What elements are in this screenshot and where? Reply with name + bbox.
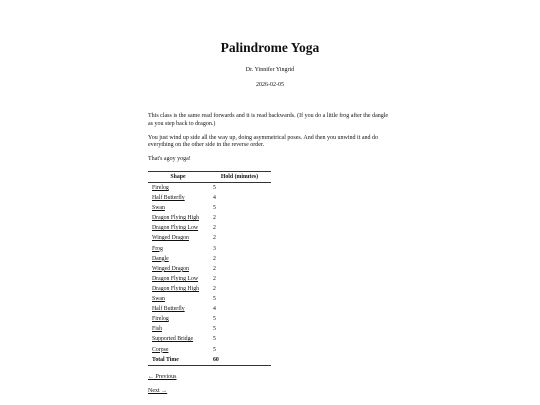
shape-cell <box>148 254 208 264</box>
shape-cell <box>148 304 208 314</box>
sequence-table <box>148 171 271 366</box>
table-row <box>148 233 271 243</box>
table-row <box>148 193 271 203</box>
table-row <box>148 244 271 254</box>
shape-cell <box>148 314 208 324</box>
column-header-shape: Shape <box>148 172 208 183</box>
shape-link[interactable]: Swan <box>152 205 165 212</box>
column-header-hold: Hold (minutes) <box>208 172 271 183</box>
table-row <box>148 345 271 355</box>
hold-cell: 2 <box>213 255 216 262</box>
table-body <box>148 183 271 355</box>
shape-link[interactable]: Swan <box>152 296 165 303</box>
shape-link[interactable]: Dragon Flying Low <box>152 275 199 282</box>
table-row <box>148 254 271 264</box>
hold-cell: 5 <box>213 336 216 343</box>
table-header-row <box>148 172 271 183</box>
publish-date: 2026-02-05 <box>256 82 284 88</box>
previous-link[interactable]: ← Previous <box>148 374 177 380</box>
shape-link[interactable]: Dragon Flying High <box>152 285 200 292</box>
hold-cell: 2 <box>213 265 216 272</box>
shape-cell <box>148 244 208 254</box>
shape-cell <box>148 294 208 304</box>
shape-cell <box>148 223 208 233</box>
hold-cell: 2 <box>213 215 216 222</box>
hold-cell: 4 <box>213 195 216 202</box>
hold-cell: 2 <box>213 225 216 232</box>
shape-link[interactable]: Corpse <box>152 346 169 353</box>
shape-link[interactable]: Dragon Flying Low <box>152 225 199 232</box>
shape-cell <box>148 193 208 203</box>
hold-cell: 5 <box>213 346 216 353</box>
shape-link[interactable]: Firelog <box>152 316 169 323</box>
shape-link[interactable]: Fish <box>152 326 162 333</box>
table-row <box>148 304 271 314</box>
shape-link[interactable]: Supported Bridge <box>152 336 194 343</box>
hold-cell: 5 <box>213 296 216 303</box>
table-row <box>148 264 271 274</box>
shape-link[interactable]: Frog <box>152 245 163 252</box>
article-body <box>148 113 392 170</box>
shape-cell <box>148 324 208 334</box>
paragraph: This class is the same read forwards and it is read backwards. (If you do a little frog after the dangle as you step back to dragon.) <box>148 113 389 127</box>
table-row <box>148 183 271 194</box>
author: Dr. Yinnifer Yingrid <box>245 67 295 73</box>
table-row <box>148 223 271 233</box>
hold-cell: 5 <box>213 205 216 212</box>
hold-cell: 5 <box>213 326 216 333</box>
table-row <box>148 314 271 324</box>
shape-link[interactable]: Winged Dragon <box>152 265 189 272</box>
nav-previous <box>148 373 177 381</box>
shape-link[interactable]: Dangle <box>152 255 169 262</box>
table-total-row <box>148 355 271 366</box>
shape-link[interactable]: Winged Dragon <box>152 235 189 242</box>
shape-cell <box>148 233 208 243</box>
shape-cell <box>148 213 208 223</box>
hold-cell: 5 <box>213 185 216 191</box>
table-row <box>148 324 271 334</box>
shape-link[interactable]: Half Butterfly <box>152 306 185 313</box>
shape-link[interactable]: Firelog <box>152 185 169 191</box>
paragraph: That's agoy yoga! <box>148 156 191 162</box>
shape-cell <box>148 284 208 294</box>
table-row <box>148 213 271 223</box>
table-row <box>148 284 271 294</box>
shape-cell <box>148 203 208 213</box>
table-row <box>148 294 271 304</box>
page-title: Palindrome Yoga <box>220 40 320 55</box>
nav-next <box>148 387 167 395</box>
hold-cell: 2 <box>213 235 216 242</box>
shape-cell <box>148 264 208 274</box>
shape-cell <box>148 345 208 355</box>
next-link[interactable]: Next → <box>148 388 168 394</box>
shape-link[interactable]: Half Butterfly <box>152 195 185 202</box>
hold-cell: 5 <box>213 316 216 323</box>
hold-cell: 2 <box>213 275 216 282</box>
total-value: 60 <box>208 355 271 366</box>
total-label: Total Time <box>148 355 208 366</box>
shape-link[interactable]: Dragon Flying High <box>152 215 200 222</box>
hold-cell: 2 <box>213 285 216 292</box>
shape-cell <box>148 334 208 344</box>
shape-cell <box>148 183 208 194</box>
shape-cell <box>148 274 208 284</box>
hold-cell: 3 <box>213 245 216 252</box>
table-row <box>148 334 271 344</box>
table-row <box>148 274 271 284</box>
table-row <box>148 203 271 213</box>
hold-cell: 4 <box>213 306 216 313</box>
paragraph: You just wind up side all the way up, doing asymmetrical poses. And then you unwind it and do everything on the other side in the reverse order. <box>148 134 379 148</box>
